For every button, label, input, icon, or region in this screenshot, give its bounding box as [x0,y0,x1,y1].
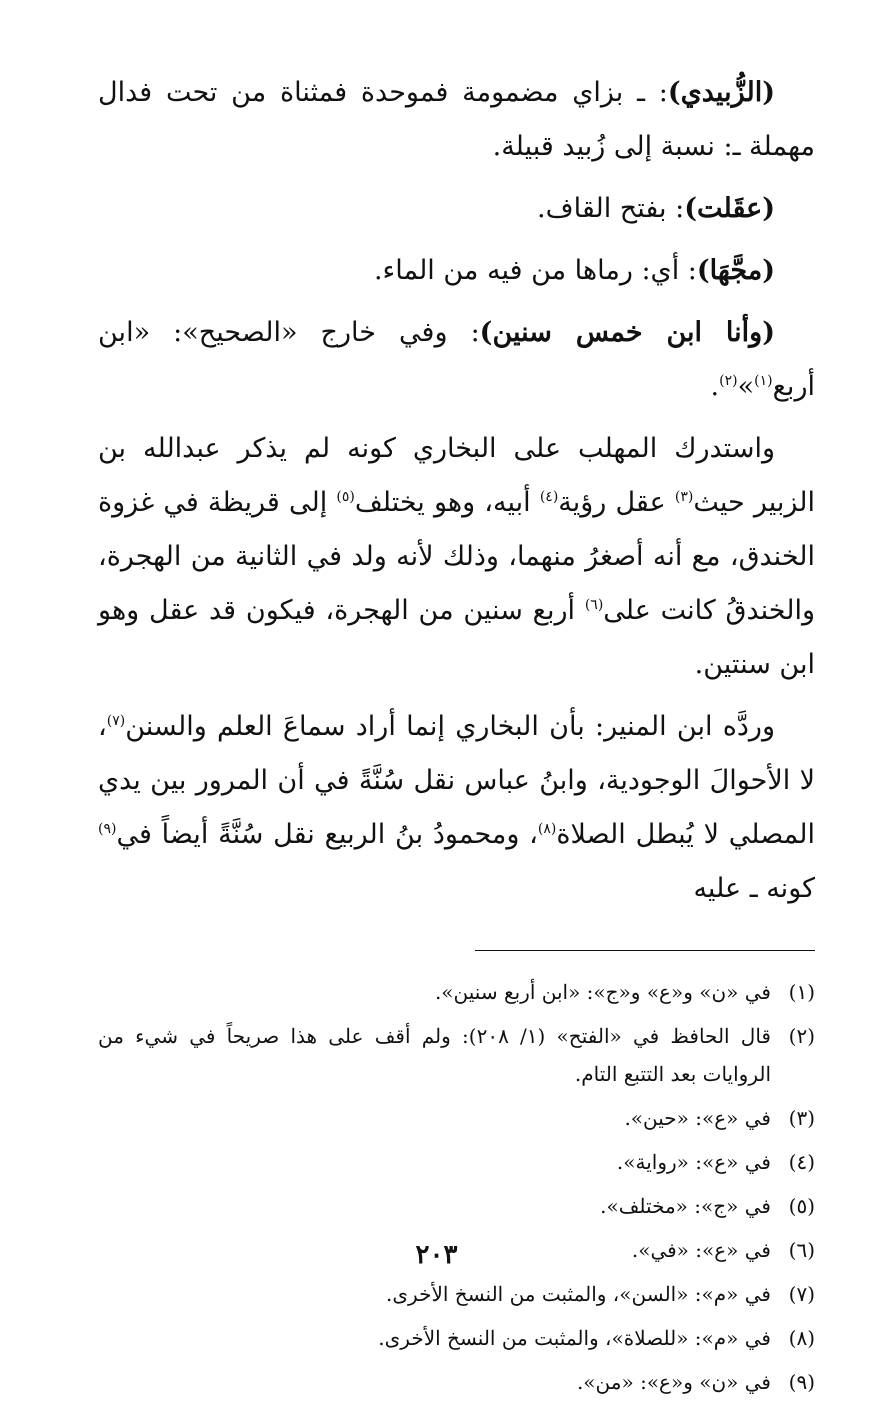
footnote-ref-5: (٥) [336,489,355,505]
footnote-number: (٥) [788,1194,815,1218]
footnote-item [98,1099,815,1137]
footnote-ref-1: (١) [754,373,773,389]
footnote-text: في «ع»: «رواية». [616,1150,771,1174]
paragraph-majjaha [98,244,815,298]
footnote-text: في «م»: «السن»، والمثبت من النسخ الأخرى. [386,1282,771,1306]
footnote-text: في «ع»: «في». [631,1238,771,1262]
footnote-number: (٣) [788,1106,815,1130]
paragraph-text: ، ومحمودُ بنُ الربيع نقل سُنَّةً أيضاً في [116,819,538,850]
footnote-number: (٨) [788,1326,815,1350]
footnote-text: في «ن» و«ع»: «من». [576,1370,771,1394]
paragraph-ibn-munir [98,700,815,916]
term-heading: (وأنا ابن خمس سنين) [479,317,775,348]
paragraph-text: : بفتح القاف. [537,193,685,224]
paragraph-text: واستدرك المهلب على البخاري كونه لم يذكر عبدالله بن الزبير حيث [98,433,816,518]
paragraph-text: ، لا الأحوالَ الوجودية، وابنُ عباس نقل سُنَّةً في أن المرور بين يدي المصلي لا يُبطل الصلاة [98,711,816,850]
footnote-number: (١) [788,980,815,1004]
footnote-item [98,1319,815,1357]
footnote-text: في «ع»: «حين». [624,1106,771,1130]
footnote-number: (٤) [788,1150,815,1174]
paragraph-text: أربع سنين من الهجرة، فيكون قد عقل وهو ابن سنتين. [98,595,815,680]
paragraph-text: أبيه، وهو يختلف [354,487,540,518]
paragraph-text: : أي: رماها من فيه من الماء. [373,255,697,286]
footnote-ref-9: (٩) [98,821,117,837]
footnote-ref-2: (٢) [719,373,738,389]
term-heading: (الزُّبيدي) [667,77,775,108]
paragraph-muhallab [98,422,815,692]
paragraph-zubaydi [98,66,815,174]
page-number: ٢٠٣ [415,1240,458,1270]
paragraph-text: : ـ بزاي مضمومة فموحدة فمثناة من تحت فدال مهملة ـ: نسبة إلى زُبيد قبيلة. [98,77,815,162]
footnote-divider [475,950,815,951]
footnote-ref-4: (٤) [539,489,559,505]
footnote-ref-3: (٣) [674,489,694,505]
term-heading: (عقَلت) [684,193,775,224]
footnote-text: في «م»: «للصلاة»، والمثبت من النسخ الأخرى. [378,1326,771,1350]
paragraph-text: : وفي خارج «الصحيح»: «ابن أربع [98,317,815,402]
footnote-ref-7: (٧) [106,713,126,729]
footnote-item [98,1275,815,1313]
footnote-text: في «ن» و«ع» و«ج»: «ابن أربع سنين». [434,980,771,1004]
term-heading: (مجَّهَا) [696,255,775,286]
footnote-item [98,1017,815,1093]
main-text [98,66,815,916]
paragraph-aqalt [98,182,815,236]
footnote-number: (٦) [788,1238,815,1262]
footnote-number: (٧) [788,1282,815,1306]
paragraph-text: وردَّه ابن المنير: بأن البخاري إنما أراد سماعَ العلم والسنن [125,711,775,742]
document-page [98,66,816,1394]
footnote-ref-6: (٦) [584,597,604,613]
footnotes [98,973,815,1401]
paragraph-text: . [710,371,720,402]
footnote-number: (٢) [788,1024,815,1048]
footnote-number: (٩) [788,1370,815,1394]
paragraph-text: كونه ـ عليه [693,873,815,904]
footnote-item [98,1363,815,1401]
footnote-item [98,1187,815,1225]
paragraph-text: إلى قريظة في غزوة الخندق، مع أنه أصغرُ منهما، وذلك لأنه ولد في الثانية من الهجرة، والخندقُ كانت على [98,487,815,626]
footnote-text: في «ج»: «مختلف». [600,1194,771,1218]
footnote-ref-8: (٨) [537,821,557,837]
paragraph-text: » [737,371,755,402]
footnote-text: قال الحافظ في «الفتح» (١/ ٢٠٨): ولم أقف على هذا صريحاً في شيء من الروايات بعد التتبع التام. [98,1024,771,1086]
paragraph-khams-sinin [98,306,815,414]
footnote-item [98,1143,815,1181]
paragraph-text: عقل رؤية [558,487,675,518]
footnote-item [98,973,815,1011]
